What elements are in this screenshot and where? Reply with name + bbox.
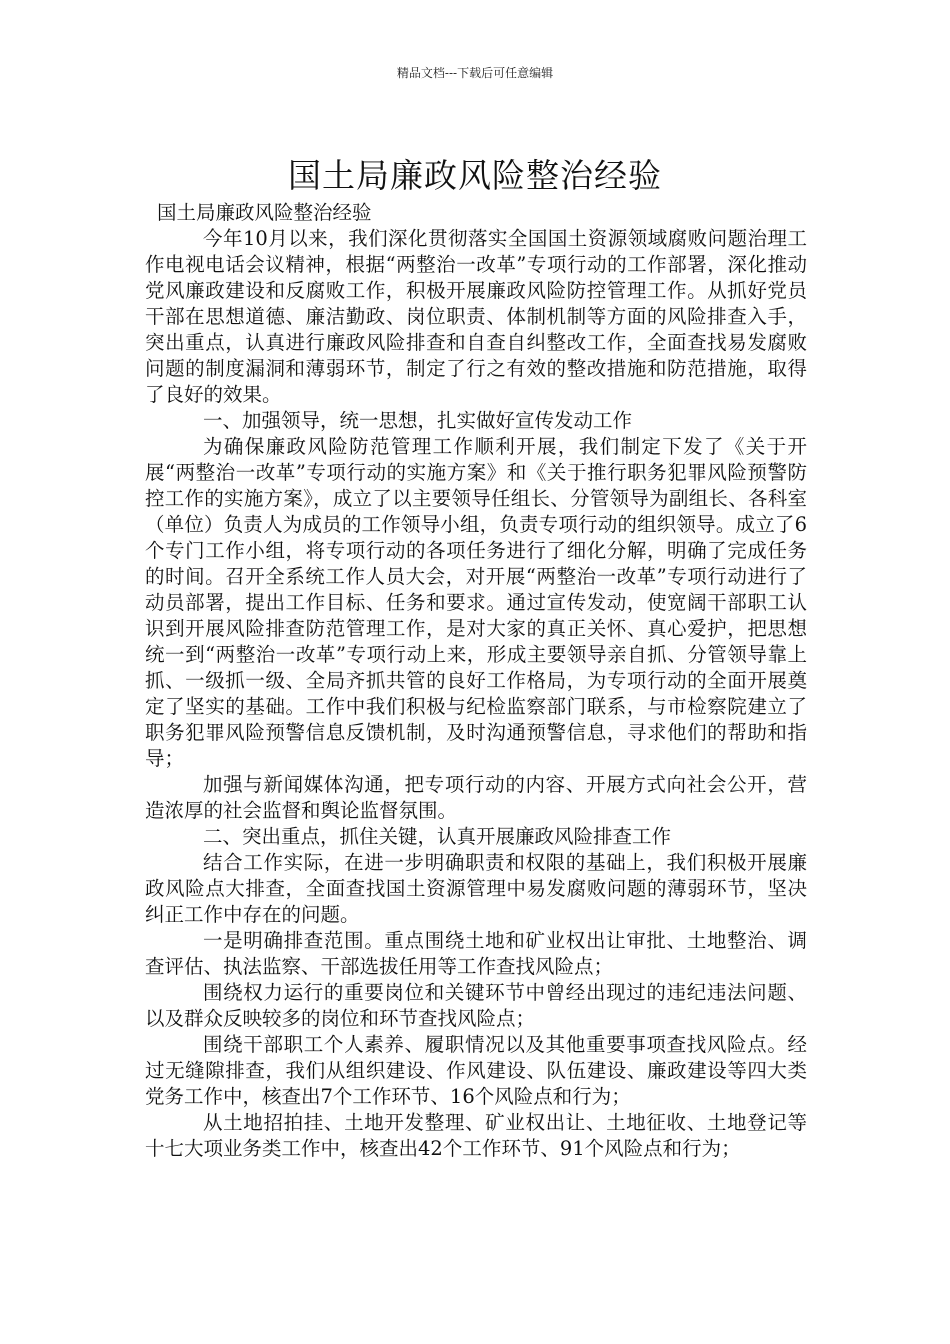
document-title: 国土局廉政风险整治经验	[288, 156, 662, 196]
paragraph-land: 从土地招拍挂、土地开发整理、矿业权出让、土地征收、土地登记等十七大项业务类工作中，核查出42个工作环节、91个风险点和行为；	[145, 1111, 807, 1160]
document-subtitle: 国土局廉政风险整治经验	[157, 201, 372, 224]
section-heading-1: 一、加强领导，统一思想，扎实做好宣传发动工作	[203, 409, 633, 432]
paragraph-investigation: 结合工作实际，在进一步明确职责和权限的基础上，我们积极开展廉政风险点大排查，全面查找国土资源管理中易发腐败问题的薄弱环节，坚决纠正工作中存在的问题。	[145, 851, 807, 926]
paragraph-leadership: 为确保廉政风险防范管理工作顺利开展，我们制定下发了《关于开展“两整治一改革”专项行动的实施方案》和《关于推行职务犯罪风险预警防控工作的实施方案》，成立了以主要领导任组长、分管领导为副组长、各科室（单位）负责人为成员的工作领导小组，负责专项行动的组织领导。成立了6个专门工作小组，将专项行动的各项任务进行了细化分解，明确了完成任务的时间。召开全系统工作人员大会，对开展“两整治一改革”专项行动进行了动员部署，提出工作目标、任务和要求。通过宣传发动，使宽阔干部职工认识到开展风险排查防范管理工作，是对大家的真正关怀、真心爱护，把思想统一到“两整治一改革”专项行动上来，形成主要领导亲自抓、分管领导靠上抓、一级抓一级、全局齐抓共管的良好工作格局，为专项行动的全面开展奠定了坚实的基础。工作中我们积极与纪检监察部门联系，与市检察院建立了职务犯罪风险预警信息反馈机制，及时沟通预警信息，寻求他们的帮助和指导；	[145, 435, 807, 770]
paragraph-intro: 今年10月以来，我们深化贯彻落实全国国土资源领域腐败问题治理工作电视电话会议精神，根据“两整治一改革”专项行动的工作部署，深化推动党风廉政建设和反腐败工作，积极开展廉政风险防控管理工作。从抓好党员干部在思想道德、廉洁勤政、岗位职责、体制机制等方面的风险排查入手，突出重点，认真进行廉政风险排查和自查自纠整改工作，全面查找易发腐败问题的制度漏洞和薄弱环节，制定了行之有效的整改措施和防范措施，取得了良好的效果。	[145, 227, 807, 406]
paragraph-power: 围绕权力运行的重要岗位和关键环节中曾经出现过的违纪违法问题、以及群众反映较多的岗位和环节查找风险点；	[145, 981, 807, 1030]
paragraph-scope: 一是明确排查范围。重点围绕土地和矿业权出让审批、土地整治、调查评估、执法监察、干部选拔任用等工作查找风险点；	[145, 929, 807, 978]
paragraph-media: 加强与新闻媒体沟通，把专项行动的内容、开展方式向社会公开，营造浓厚的社会监督和舆论监督氛围。	[145, 773, 807, 822]
paragraph-cadre: 围绕干部职工个人素养、履职情况以及其他重要事项查找风险点。经过无缝隙排查，我们从组织建设、作风建设、队伍建设、廉政建设等四大类党务工作中，核查出7个工作环节、16个风险点和行为；	[145, 1033, 807, 1108]
section-heading-2: 二、突出重点，抓住关键，认真开展廉政风险排查工作	[203, 825, 672, 848]
header-note: 精品文档---下载后可任意编辑	[396, 66, 554, 80]
document-body	[145, 200, 807, 1162]
